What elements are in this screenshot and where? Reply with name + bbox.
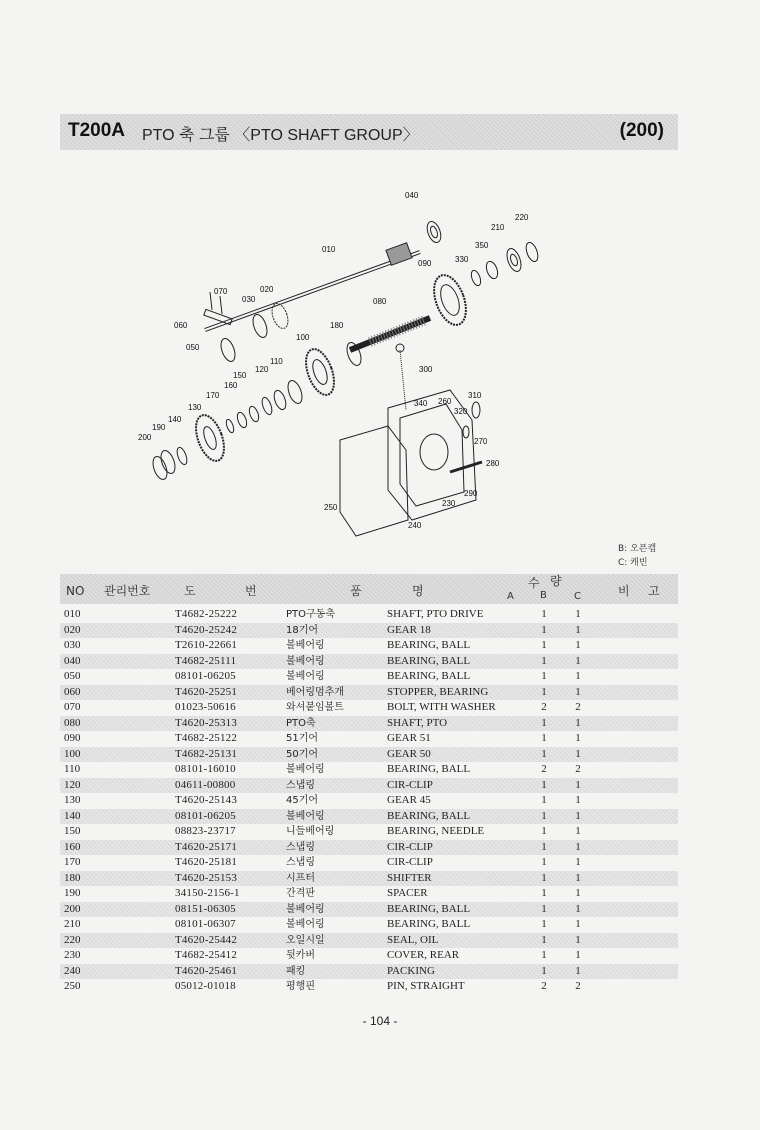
cell-english-name: BEARING, NEEDLE: [387, 825, 485, 837]
cell-english-name: BEARING, BALL: [387, 639, 471, 651]
cell-korean-name: 볼베어링: [286, 671, 325, 682]
callout-210: 210: [491, 223, 505, 232]
cell-part-number: T4620-25242: [175, 623, 238, 636]
cell-no: 060: [64, 685, 81, 698]
table-row: [60, 654, 678, 670]
cell-part-number: 34150-2156-1: [175, 887, 240, 899]
cell-qty-a: 1: [541, 918, 547, 930]
cell-qty-a: 1: [541, 670, 547, 682]
cell-part-number: T4682-25131: [175, 747, 238, 760]
cell-no: 120: [64, 778, 81, 791]
cell-english-name: BEARING, BALL: [387, 902, 471, 915]
cell-no: 210: [64, 918, 81, 930]
cell-korean-name: 베어링멈추개: [286, 686, 344, 698]
cell-part-number: T4682-25111: [175, 654, 237, 667]
callout-080: 080: [373, 297, 387, 306]
callout-290: 290: [464, 489, 478, 498]
cell-qty-a: 1: [541, 623, 547, 636]
cell-qty-a: 1: [541, 856, 547, 868]
cell-english-name: PACKING: [387, 964, 435, 977]
cell-no: 250: [64, 980, 81, 992]
cell-qty-b: 1: [575, 918, 581, 930]
cell-qty-b: 2: [575, 980, 581, 992]
cell-qty-a: 1: [541, 825, 547, 837]
header-c: C: [574, 591, 581, 602]
callout-150: 150: [233, 371, 247, 380]
cell-part-number: T4620-25153: [175, 871, 238, 884]
cell-part-number: T4620-25181: [175, 856, 238, 868]
cell-qty-a: 1: [541, 809, 547, 822]
cell-part-number: T4620-25251: [175, 685, 238, 698]
cell-part-number: 05012-01018: [175, 980, 236, 992]
cell-qty-b: 1: [575, 964, 581, 977]
cell-english-name: GEAR 45: [387, 794, 431, 806]
cell-no: 180: [64, 871, 81, 884]
callout-090: 090: [418, 259, 432, 268]
cell-qty-b: 1: [575, 794, 581, 806]
cell-no: 170: [64, 856, 81, 868]
cell-korean-name: 스냅링: [286, 779, 315, 791]
callout-120: 120: [255, 365, 269, 374]
table-header: [60, 574, 678, 604]
cell-part-number: T4620-25461: [175, 964, 238, 977]
cell-english-name: SEAL, OIL: [387, 933, 439, 946]
cell-qty-b: 1: [575, 732, 581, 744]
cell-no: 130: [64, 794, 81, 806]
cell-english-name: SPACER: [387, 887, 428, 899]
cell-part-number: T4682-25222: [175, 608, 238, 620]
note-b: B: 오픈캡: [618, 544, 657, 554]
cell-qty-b: 1: [575, 639, 581, 651]
exploded-parts-diagram: [120, 180, 560, 540]
cell-part-number: 08101-06205: [175, 809, 236, 822]
cell-no: 150: [64, 825, 81, 837]
cell-korean-name: 볼베어링: [286, 640, 325, 651]
callout-100: 100: [296, 333, 310, 342]
cell-english-name: SHAFT, PTO: [387, 716, 448, 729]
cell-korean-name: 오일시일: [286, 934, 325, 946]
header-ryang: 량: [550, 574, 562, 588]
cell-qty-b: 2: [575, 763, 581, 775]
callout-180: 180: [330, 321, 344, 330]
callout-050: 050: [186, 343, 200, 352]
cell-qty-b: 1: [575, 809, 581, 822]
cell-part-number: 08101-16010: [175, 763, 236, 775]
cell-qty-b: 1: [575, 902, 581, 915]
table-row: [60, 778, 678, 794]
cell-qty-a: 1: [541, 654, 547, 667]
cell-part-number: T4620-25171: [175, 840, 238, 853]
cell-korean-name: 간격판: [286, 888, 315, 899]
cell-korean-name: 볼베어링: [286, 810, 325, 822]
cell-english-name: PIN, STRAIGHT: [387, 980, 465, 992]
note-c: C: 캐빈: [618, 558, 648, 568]
callout-030: 030: [242, 295, 256, 304]
cell-qty-a: 1: [541, 887, 547, 899]
cell-part-number: 08151-06305: [175, 902, 236, 915]
table-row: [60, 979, 678, 995]
cell-english-name: CIR-CLIP: [387, 778, 433, 791]
callout-220: 220: [515, 213, 529, 222]
cell-part-number: 08101-06205: [175, 670, 236, 682]
cell-qty-a: 1: [541, 964, 547, 977]
cell-korean-name: 볼베어링: [286, 655, 325, 667]
callout-320: 320: [454, 407, 468, 416]
header-do: 도: [184, 584, 196, 598]
cell-no: 230: [64, 949, 81, 961]
cell-no: 020: [64, 623, 81, 636]
cell-korean-name: 패킹: [286, 965, 306, 977]
header-go: 고: [648, 584, 660, 598]
cell-qty-a: 1: [541, 933, 547, 946]
table-row: [60, 607, 678, 623]
cell-qty-a: 2: [541, 980, 547, 992]
cell-qty-b: 1: [575, 871, 581, 884]
header-bi: 비: [618, 584, 630, 598]
cell-qty-a: 1: [541, 871, 547, 884]
cell-part-number: T4620-25442: [175, 933, 238, 946]
callout-labels: [138, 191, 529, 530]
cell-no: 040: [64, 654, 81, 667]
group-code: (200): [619, 120, 664, 141]
diagram-svg: [120, 180, 560, 540]
table-row: [60, 793, 678, 809]
cell-no: 070: [64, 701, 81, 713]
callout-190: 190: [152, 423, 166, 432]
cell-qty-a: 1: [541, 747, 547, 760]
cell-no: 190: [64, 887, 81, 899]
cell-korean-name: 볼베어링: [286, 919, 325, 930]
cell-english-name: GEAR 18: [387, 623, 431, 636]
cell-no: 030: [64, 639, 81, 651]
cell-english-name: BOLT, WITH WASHER: [387, 701, 496, 713]
cell-korean-name: 와셔붙임볼트: [286, 702, 344, 713]
cell-korean-name: 51기어: [286, 733, 319, 744]
table-row: [60, 747, 678, 763]
callout-130: 130: [188, 403, 202, 412]
cell-english-name: BEARING, BALL: [387, 763, 471, 775]
cell-korean-name: 니들베어링: [286, 826, 335, 837]
callout-270: 270: [474, 437, 488, 446]
legend-notes: [618, 542, 656, 570]
cell-qty-b: 1: [575, 840, 581, 853]
cell-english-name: CIR-CLIP: [387, 856, 433, 868]
cell-qty-b: 1: [575, 670, 581, 682]
cell-korean-name: 스냅링: [286, 841, 315, 853]
cell-english-name: BEARING, BALL: [387, 670, 471, 682]
callout-230: 230: [442, 499, 456, 508]
table-row: [60, 855, 678, 871]
cell-no: 200: [64, 902, 81, 915]
table-row: [60, 623, 678, 639]
section-title: PTO 축 그룹 〈PTO SHAFT GROUP〉: [142, 127, 419, 144]
cell-part-number: T4682-25412: [175, 949, 238, 961]
callout-280: 280: [486, 459, 500, 468]
table-row: [60, 933, 678, 949]
cell-qty-b: 1: [575, 654, 581, 667]
callout-330: 330: [455, 255, 469, 264]
header-mgmt-no: 관리번호: [104, 584, 151, 598]
callout-350: 350: [475, 241, 489, 250]
cell-english-name: BEARING, BALL: [387, 918, 471, 930]
cell-qty-b: 2: [575, 701, 581, 713]
cell-qty-b: 1: [575, 623, 581, 636]
callout-240: 240: [408, 521, 422, 530]
cell-qty-b: 1: [575, 856, 581, 868]
cell-korean-name: 스냅링: [286, 857, 315, 868]
cell-qty-a: 1: [541, 716, 547, 729]
cell-english-name: COVER, REAR: [387, 949, 460, 961]
cell-qty-b: 1: [575, 949, 581, 961]
header-su: 수: [528, 576, 540, 590]
callout-140: 140: [168, 415, 182, 424]
cell-qty-b: 1: [575, 608, 581, 620]
table-row: [60, 731, 678, 747]
cell-qty-a: 2: [541, 701, 547, 713]
parts-table-body: [60, 607, 678, 995]
cell-part-number: 08823-23717: [175, 825, 236, 837]
header-pum: 품: [350, 584, 362, 598]
cell-qty-b: 1: [575, 933, 581, 946]
table-row: [60, 964, 678, 980]
callout-340: 340: [414, 399, 428, 408]
cell-korean-name: 50기어: [286, 748, 319, 760]
cell-qty-a: 1: [541, 639, 547, 651]
table-row: [60, 840, 678, 856]
cell-qty-b: 1: [575, 747, 581, 760]
cell-no: 220: [64, 933, 81, 946]
cell-korean-name: 볼베어링: [286, 903, 325, 915]
cell-no: 100: [64, 747, 81, 760]
cell-english-name: SHAFT, PTO DRIVE: [387, 608, 484, 620]
cell-no: 090: [64, 732, 81, 744]
cell-qty-a: 1: [541, 685, 547, 698]
cell-korean-name: 평행핀: [286, 981, 315, 992]
cell-no: 050: [64, 670, 81, 682]
table-row: [60, 638, 678, 654]
cell-part-number: 08101-06307: [175, 918, 236, 930]
cell-korean-name: 18기어: [286, 624, 319, 636]
table-row: [60, 871, 678, 887]
cell-korean-name: PTO구동축: [286, 609, 335, 620]
cell-part-number: 01023-50616: [175, 701, 236, 713]
callout-060: 060: [174, 321, 188, 330]
cell-no: 160: [64, 840, 81, 853]
cell-korean-name: 45기어: [286, 795, 319, 806]
cell-qty-b: 1: [575, 685, 581, 698]
model-name: T200A: [68, 120, 126, 141]
table-row: [60, 809, 678, 825]
cell-part-number: T2610-22661: [175, 639, 238, 651]
header-a: A: [507, 591, 514, 602]
table-row: [60, 917, 678, 933]
table-row: [60, 700, 678, 716]
cell-english-name: SHIFTER: [387, 871, 432, 884]
cell-qty-a: 2: [541, 763, 547, 775]
cell-qty-a: 1: [541, 732, 547, 744]
cell-qty-b: 1: [575, 887, 581, 899]
cell-english-name: GEAR 50: [387, 747, 431, 760]
table-row: [60, 685, 678, 701]
callout-070: 070: [214, 287, 228, 296]
cell-no: 010: [64, 608, 81, 620]
cell-english-name: GEAR 51: [387, 732, 431, 744]
cell-part-number: T4620-25313: [175, 716, 238, 729]
cell-qty-a: 1: [541, 778, 547, 791]
cell-english-name: BEARING, BALL: [387, 809, 471, 822]
callout-110: 110: [270, 357, 283, 366]
cell-no: 080: [64, 716, 81, 729]
header-b: B: [540, 590, 547, 601]
callout-310: 310: [468, 391, 482, 400]
cell-korean-name: PTO축: [286, 717, 316, 729]
table-row: [60, 948, 678, 964]
callout-250: 250: [324, 503, 338, 512]
cell-english-name: STOPPER, BEARING: [387, 685, 489, 698]
cell-no: 240: [64, 964, 81, 977]
cell-qty-b: 1: [575, 716, 581, 729]
header-myeong: 명: [412, 584, 424, 598]
header-no: NO: [66, 584, 85, 598]
callout-260: 260: [438, 397, 452, 406]
table-row: [60, 824, 678, 840]
cell-qty-a: 1: [541, 949, 547, 961]
cell-korean-name: 볼베어링: [286, 764, 325, 775]
cell-qty-a: 1: [541, 608, 547, 620]
callout-020: 020: [260, 285, 274, 294]
title-bar: [60, 114, 678, 150]
cell-part-number: T4620-25143: [175, 794, 238, 806]
header-beon: 번: [245, 584, 257, 598]
cell-english-name: CIR-CLIP: [387, 840, 433, 853]
cell-korean-name: 시프터: [286, 872, 315, 884]
cell-part-number: 04611-00800: [175, 778, 236, 791]
callout-200: 200: [138, 433, 152, 442]
callout-170: 170: [206, 391, 220, 400]
cell-korean-name: 뒷카버: [286, 950, 315, 961]
cell-qty-a: 1: [541, 902, 547, 915]
cell-part-number: T4682-25122: [175, 732, 238, 744]
callout-040: 040: [405, 191, 419, 200]
cell-qty-a: 1: [541, 794, 547, 806]
cell-no: 140: [64, 809, 81, 822]
cell-qty-a: 1: [541, 840, 547, 853]
table-row: [60, 716, 678, 732]
table-row: [60, 902, 678, 918]
callout-300: 300: [419, 365, 433, 374]
callout-160: 160: [224, 381, 238, 390]
cell-qty-b: 1: [575, 825, 581, 837]
table-row: [60, 669, 678, 685]
callout-010: 010: [322, 245, 336, 254]
cell-no: 110: [64, 763, 81, 775]
cell-qty-b: 1: [575, 778, 581, 791]
table-row: [60, 762, 678, 778]
page-number: - 104 -: [362, 1014, 398, 1028]
cell-english-name: BEARING, BALL: [387, 654, 471, 667]
table-row: [60, 886, 678, 902]
